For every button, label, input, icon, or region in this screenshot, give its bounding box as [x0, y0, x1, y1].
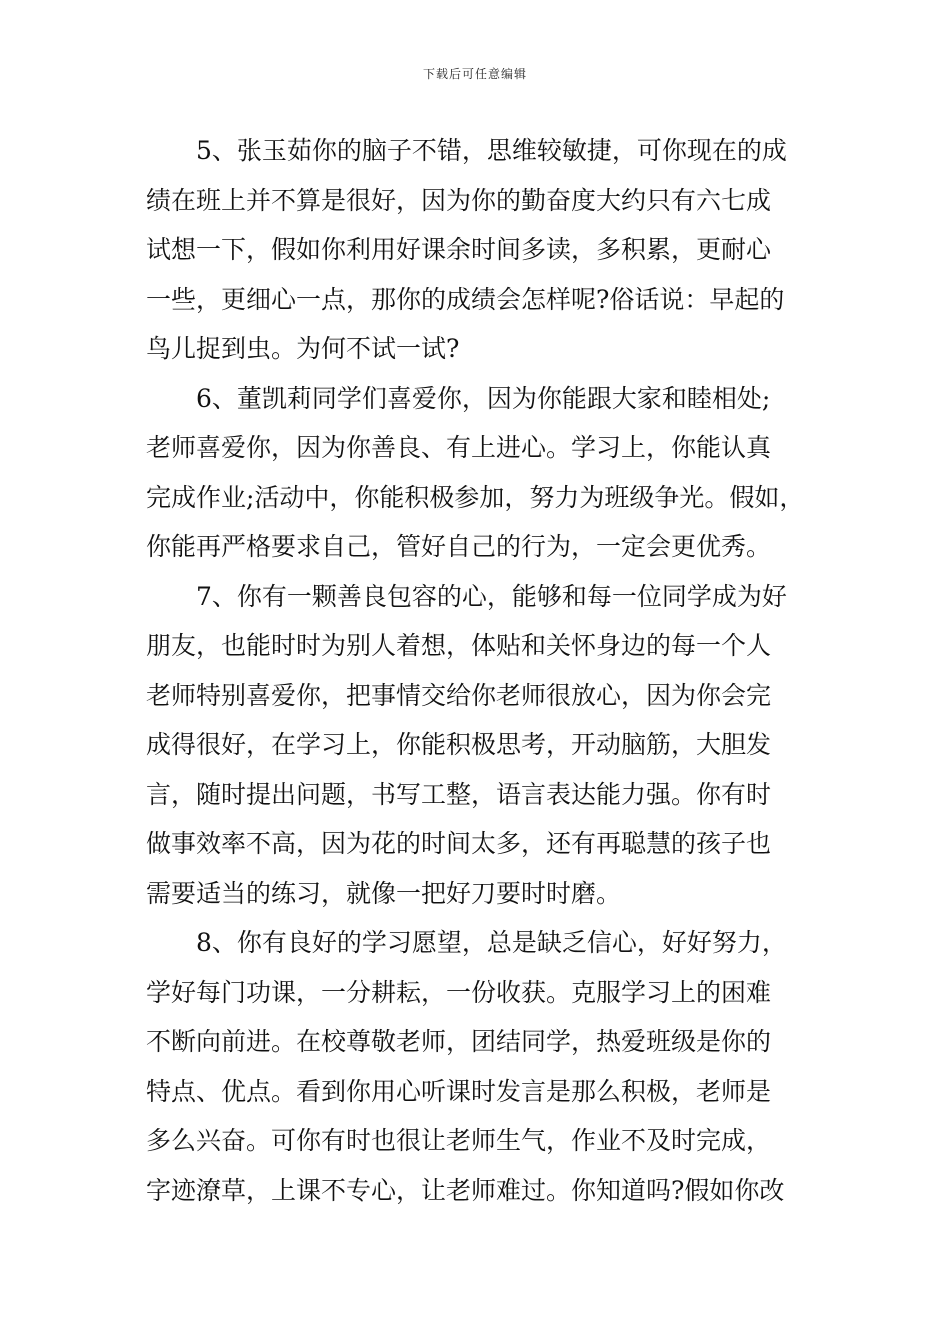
text-line: 不断向前进。在校尊敬老师，团结同学，热爱班级是你的 [146, 1027, 772, 1056]
text-line: 鸟儿捉到虫。为何不试一试? [146, 334, 460, 363]
text-line: 老师喜爱你，因为你善良、有上进心。学习上，你能认真 [146, 433, 772, 462]
text-line: 6、董凯莉同学们喜爱你，因为你能跟大家和睦相处; [196, 383, 771, 413]
text-line: 8、你有良好的学习愿望，总是缺乏信心，好好努力， [196, 928, 787, 957]
text-line: 特点、优点。看到你用心听课时发言是那么积极，老师是 [146, 1076, 772, 1106]
text-line: 多么兴奋。可你有时也很让老师生气，作业不及时完成， [146, 1126, 772, 1155]
text-line: 做事效率不高，因为花的时间太多，还有再聪慧的孩子也 [146, 829, 772, 858]
paragraph-7 [146, 572, 826, 919]
text-line: 需要适当的练习，就像一把好刀要时时磨。 [146, 878, 622, 908]
text-line: 7、你有一颗善良包容的心，能够和每一位同学成为好 [196, 581, 787, 611]
text-line: 朋友，也能时时为别人着想，体贴和关怀身边的每一个人 [146, 631, 772, 660]
text-line: 字迹潦草，上课不专心，让老师难过。你知道吗?假如你改 [146, 1175, 785, 1205]
text-line: 绩在班上并不算是很好，因为你的勤奋度大约只有六七成 [146, 185, 772, 215]
page-header: 下载后可任意编辑 [422, 67, 527, 81]
paragraph-8 [146, 918, 826, 1215]
text-line: 完成作业;活动中，你能积极参加，努力为班级争光。假如， [146, 482, 805, 512]
text-line: 5、张玉茹你的脑子不错，思维较敏捷，可你现在的成 [196, 136, 787, 165]
text-line: 老师特别喜爱你，把事情交给你老师很放心，因为你会完 [146, 680, 772, 710]
text-line: 一些，更细心一点，那你的成绩会怎样呢?俗话说：早起的 [146, 284, 785, 314]
text-line: 你能再严格要求自己，管好自己的行为，一定会更优秀。 [146, 532, 772, 561]
text-line: 学好每门功课，一分耕耘，一份收获。克服学习上的困难 [146, 977, 772, 1007]
text-line: 试想一下，假如你利用好课余时间多读，多积累，更耐心 [146, 235, 772, 264]
paragraph-6 [146, 374, 826, 572]
text-line: 言，随时提出问题，书写工整，语言表达能力强。你有时 [146, 779, 772, 809]
text-line: 成得很好，在学习上，你能积极思考，开动脑筋，大胆发 [146, 730, 772, 759]
document-body [146, 126, 826, 1215]
paragraph-5 [146, 126, 826, 374]
